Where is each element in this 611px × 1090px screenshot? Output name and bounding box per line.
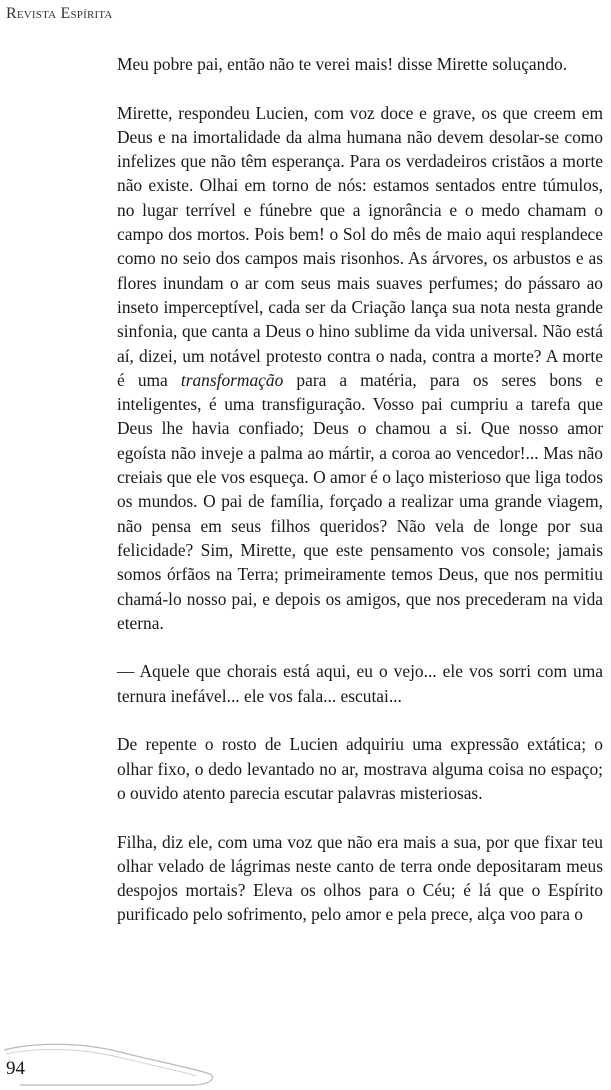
paragraph-2-part-1: Mirette, respondeu Lucien, com voz doce e grave, os que creem em Deus e na imortalidade da alma humana não devem desolar-se como infelizes que não têm esperança. Para os verdadeiros cristãos a morte não existe. Olhai em torno de nós: estamos sentados entre túmulos, no lugar terrível e fúnebre que a ignorância e o medo chamam o campo dos mortos. Pois bem! o Sol do mês de maio aqui resplandece como no seio dos campos mais risonhos. As árvores, os arbustos e as flores inundam o ar com seus mais suaves perfumes; do pássaro ao inseto imperceptível, cada ser da Criação lança sua nota nesta grande sinfonia, que canta a Deus o hino sublime da vida universal. Não está aí, dizei, um notável protesto contra o nada, contra a morte? A morte é uma	[117, 102, 603, 390]
paragraph-1: Meu pobre pai, então não te verei mais! disse Mirette soluçando.	[117, 54, 568, 74]
paragraph-4: De repente o rosto de Lucien adquiriu uma expressão extática; o olhar fixo, o dedo levantado no ar, mostrava alguma coisa no espaço; o ouvido atento parecia escutar palavras misteriosas.	[117, 734, 603, 803]
paragraph-2	[117, 101, 603, 636]
body-text	[117, 52, 603, 927]
paragraph-3: — Aquele que chorais está aqui, eu o vejo... ele vos sorri com uma ternura inefável... ele vos fala... escutai...	[117, 661, 603, 706]
page-number-swoosh	[0, 1040, 240, 1090]
page-number: 94	[6, 1058, 25, 1079]
paragraph-5: Filha, diz ele, com uma voz que não era mais a sua, por que fixar teu olhar velado de lágrimas neste canto de terra onde depositaram meus despojos mortais? Eleva os olhos para o Céu; é lá que o Espírito purificado pelo sofrimento, pelo amor e pela prece, alça voo para o	[117, 831, 603, 925]
running-header: Revista Espírita	[6, 5, 113, 22]
paragraph-2-part-2: para a matéria, para os seres bons e inteligentes, é uma transfiguração. Vosso pai cumpriu a tarefa que Deus lhe havia confiado; Deus o chamou a si. Que nosso amor egoísta não inveje a palma ao mártir, a coroa ao vencedor!... Mas não creiais que ele vos esqueça. O amor é o laço misterioso que liga todos os mundos. O pai de família, forçado a realizar uma grande viagem, não pensa em seus filhos queridos? Não vela de longe por sua felicidade? Sim, Mirette, que este pensamento vos console; jamais somos órfãos na Terra; primeiramente temos Deus, que nos permitiu chamá-lo nosso pai, e depois os amigos, que nos precederam na vida eterna.	[117, 369, 603, 633]
italic-term: transformação	[180, 369, 284, 390]
